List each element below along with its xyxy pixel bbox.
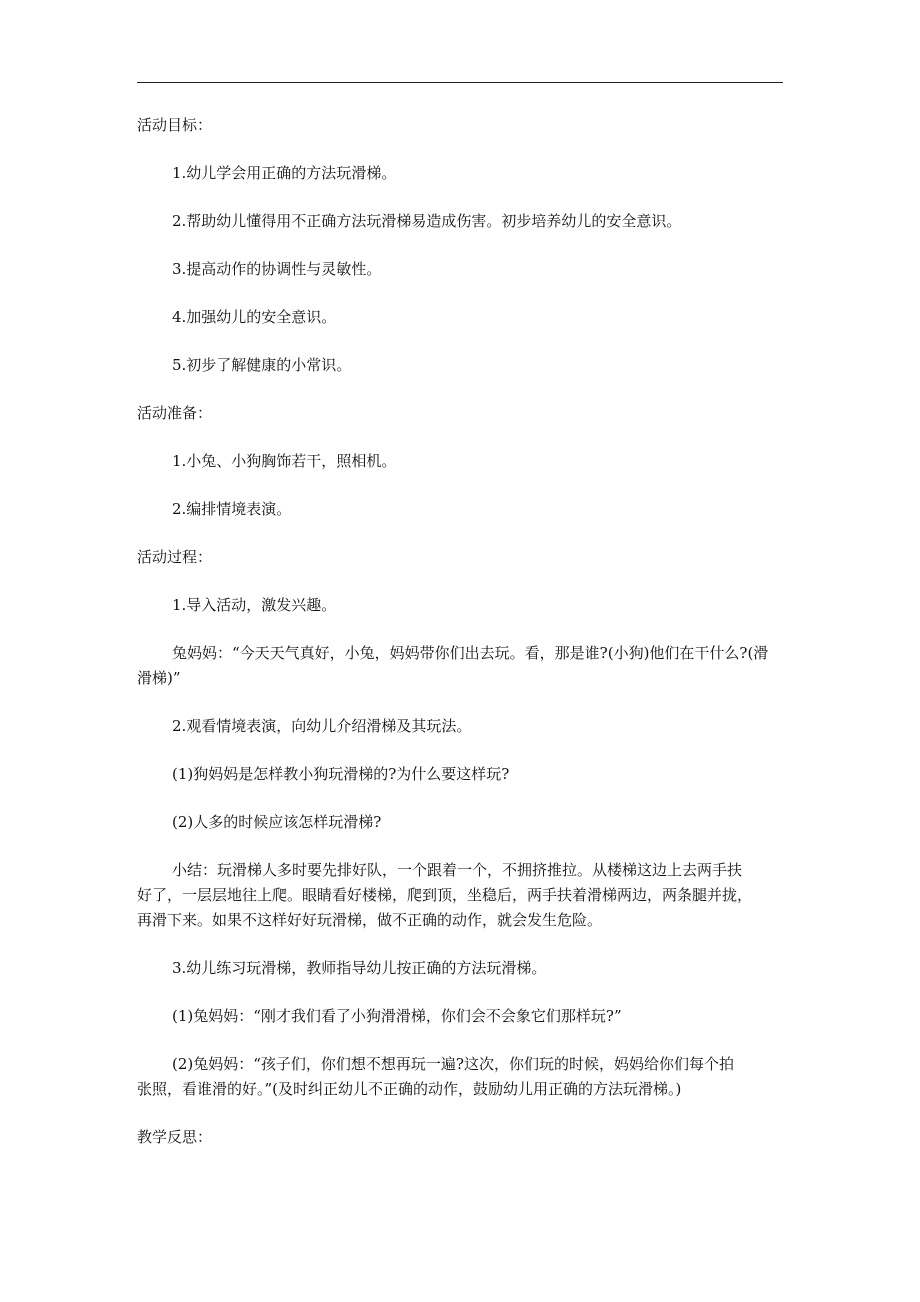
practice-item-1: (1)兔妈妈：“刚才我们看了小狗滑滑梯，你们会不会象它们那样玩?” bbox=[172, 1007, 622, 1025]
summary-line-3: 再滑下来。如果不这样好好玩滑梯，做不正确的动作，就会发生危险。 bbox=[137, 911, 603, 929]
process-question-2: (2)人多的时候应该怎样玩滑梯? bbox=[172, 813, 382, 831]
goal-item-1: 1.幼儿学会用正确的方法玩滑梯。 bbox=[172, 164, 397, 182]
goal-item-4: 4.加强幼儿的安全意识。 bbox=[172, 308, 337, 326]
rabbit-quote-line-1: 兔妈妈：“今天天气真好，小兔，妈妈带你们出去玩。看，那是谁?(小狗)他们在干什么?(滑 bbox=[172, 644, 769, 662]
practice-item-2-line-1: (2)兔妈妈：“孩子们，你们想不想再玩一遍?这次，你们玩的时候，妈妈给你们每个拍 bbox=[172, 1055, 734, 1073]
goal-item-3: 3.提高动作的协调性与灵敏性。 bbox=[172, 260, 382, 278]
summary-line-2: 好了，一层层地往上爬。眼睛看好楼梯，爬到顶，坐稳后，两手扶着滑梯两边，两条腿并拢， bbox=[137, 886, 753, 904]
goal-item-5: 5.初步了解健康的小常识。 bbox=[172, 356, 352, 374]
goal-item-2: 2.帮助幼儿懂得用不正确方法玩滑梯易造成伤害。初步培养幼儿的安全意识。 bbox=[172, 212, 682, 230]
rabbit-quote-line-2: 滑梯)” bbox=[137, 669, 181, 687]
heading-process: 活动过程： bbox=[137, 548, 213, 566]
prep-item-2: 2.编排情境表演。 bbox=[172, 500, 292, 518]
header-rule bbox=[137, 82, 783, 83]
process-step-1: 1.导入活动，激发兴趣。 bbox=[172, 596, 337, 614]
process-step-3: 3.幼儿练习玩滑梯，教师指导幼儿按正确的方法玩滑梯。 bbox=[172, 959, 547, 977]
heading-prep: 活动准备： bbox=[137, 404, 213, 422]
practice-item-2-line-2: 张照，看谁滑的好。”(及时纠正幼儿不正确的动作，鼓励幼儿用正确的方法玩滑梯。) bbox=[137, 1080, 682, 1098]
heading-reflection: 教学反思： bbox=[137, 1128, 213, 1146]
summary-line-1: 小结：玩滑梯人多时要先排好队，一个跟着一个，不拥挤推拉。从楼梯这边上去两手扶 bbox=[172, 861, 743, 879]
process-question-1: (1)狗妈妈是怎样教小狗玩滑梯的?为什么要这样玩? bbox=[172, 765, 510, 783]
heading-goals: 活动目标： bbox=[137, 116, 213, 134]
prep-item-1: 1.小兔、小狗胸饰若干，照相机。 bbox=[172, 452, 397, 470]
process-step-2: 2.观看情境表演，向幼儿介绍滑梯及其玩法。 bbox=[172, 717, 472, 735]
